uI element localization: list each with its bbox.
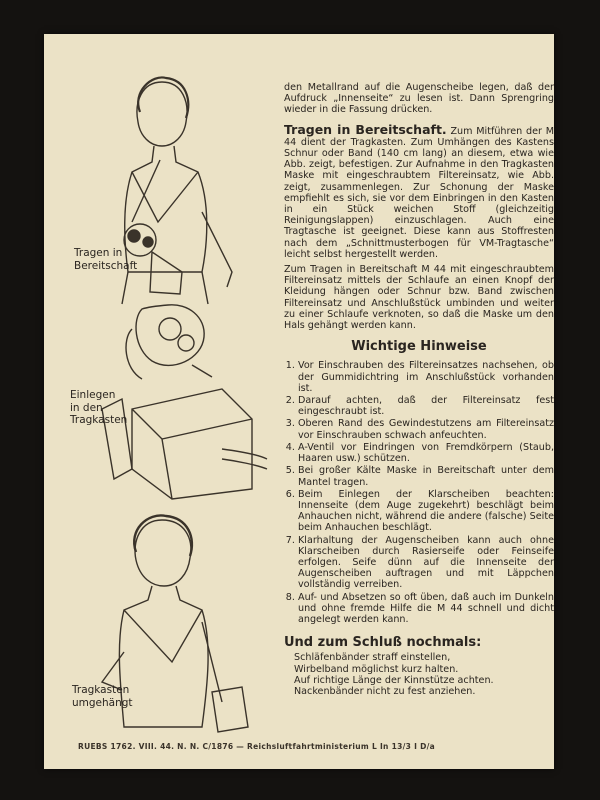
important-notes-heading: Wichtige Hinweise [351,339,487,355]
caption-insert-case [70,389,127,427]
caption-case-slung [72,684,133,709]
print-footer: RUEBS 1762. VIII. 44. N. N. C/1876 — Reichsluftfahrtministerium L In 13/3 I D/a [78,742,436,751]
section-carry-body: Zum Mitführen der M 44 dient der Tragkasten. Zum Umhängen des Kastens Schnur oder Band (140 cm lang) an diesem, etwa wie Abb. zeigt, befestigen. Zur Aufnahme in den Tragkasten Maske mit eingeschraubtem Filtereinsatz, wie Abb. zeigt, zusammenlegen. Zur Schonung der Maske empfiehlt es sich, sie vor dem Einbringen in den Kasten in ein Stück weichen Stoff (gleichzeitig Reinigungslappen) einzuschlagen. Auch eine Tragtasche ist geeignet. Diese kann aus Stoffresten nach dem „Schnittmusterbogen für VM-Tragtasche“ leicht selbst hergestellt werden. [284,125,554,260]
illustration-carry-ready [62,72,282,312]
list-item: 7. Klarhaltung der Augenscheiben kann auch ohne Klarscheiben durch Rasierseife oder Feinseife erfolgen. Seife dünn auf die Innenseite der Augenscheiben auftragen und mit Läppchen vollständig verreiben. [298,535,554,591]
caption-line: in den [70,401,103,414]
illustration-case-slung [62,512,282,752]
list-item: 5. Bei großer Kälte Maske in Bereitschaft unter dem Mantel tragen. [298,465,554,487]
list-item: 3. Oberen Rand des Gewindestutzens am Filtereinsatz vor Einschrauben schwach anfeuchten. [298,418,554,440]
final-lines [284,652,554,697]
final-line: Auf richtige Länge der Kinnstütze achten. [294,674,494,686]
illustration-insert-case [62,299,282,509]
text-column [284,82,554,697]
final-heading: Und zum Schluß nochmals: [284,635,482,651]
caption-carry-ready [74,247,137,272]
list-item: 4. A-Ventil vor Eindringen von Fremdkörpern (Staub, Haaren usw.) schützen. [298,442,554,464]
caption-line: Tragen in [74,247,123,259]
caption-line: umgehängt [72,696,133,709]
section-carry-paragraph [284,121,554,260]
caption-line: Tragkasten [72,684,130,696]
woman-with-mask-drawing [62,72,272,312]
caption-line: Bereitschaft [74,259,138,272]
woman-with-case-drawing [62,512,272,752]
list-item: 2. Darauf achten, daß der Filtereinsatz fest eingeschraubt ist. [298,395,554,417]
list-item: 8. Auf- und Absetzen so oft üben, daß auch im Dunkeln und ohne fremde Hilfe die M 44 schnell und dicht angelegt werden kann. [298,592,554,626]
instruction-sheet [44,34,554,769]
section-carry-heading: Tragen in Bereitschaft. [284,121,447,137]
intro-paragraph: den Metallrand auf die Augenscheibe legen, daß der Aufdruck „Innenseite“ zu lesen ist. Dann Sprengring wieder in die Fassung drücken. [284,82,554,116]
important-notes-list [284,360,554,625]
final-line: Wirbelband möglichst kurz halten. [294,663,459,675]
caption-line: Einlegen [70,389,116,401]
list-item: 6. Beim Einlegen der Klarscheiben beachten: Innenseite (dem Auge zugekehrt) beschlägt beim Anhauchen nicht, während die andere (falsche) Seite beim Anhauchen beschlägt. [298,489,554,534]
final-line: Schläfenbänder straff einstellen, [294,652,451,664]
caption-line: Tragkasten [70,414,128,426]
final-line: Nackenbänder nicht zu fest anziehen. [294,685,476,697]
list-item: 1. Vor Einschrauben des Filtereinsatzes nachsehen, ob der Gummidichtring im Anschlußstück vorhanden ist. [298,360,554,394]
section-carry-paragraph-2: Zum Tragen in Bereitschaft M 44 mit eingeschraubtem Filtereinsatz mittels der Schlaufe an einen Knopf der Kleidung hängen oder Schnur bzw. Band zwischen Filtereinsatz und Anschlußstück umbinden und weiter zu einer Schlaufe verknoten, so daß die Maske um den Hals gehängt werden kann. [284,264,554,332]
